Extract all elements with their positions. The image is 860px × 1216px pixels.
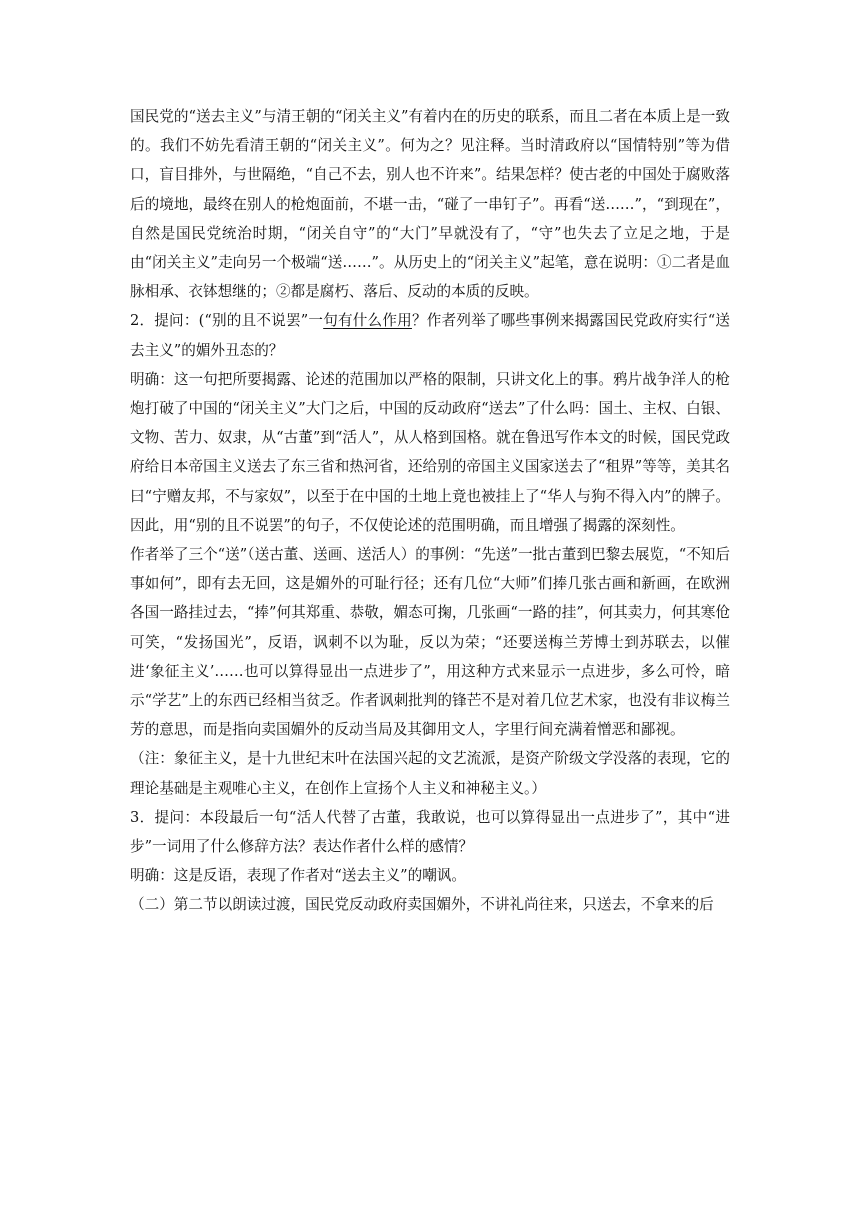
question-text: ？作者列举了哪些事例来揭露国民党政府实行“送去主义”的媚外丑态的？ xyxy=(130,312,730,359)
document-body xyxy=(130,102,730,920)
question-text: 3．提问：本段最后一句“活人代替了古董，我敢说，也可以算得显出一点进步了”，其中“进步”一词用了什么修辞方法？表达作者什么样的感情？ xyxy=(130,808,730,856)
paragraph-answer-2 xyxy=(130,365,730,540)
paragraph-text: 明确：这一句把所要揭露、论述的范围加以严格的限制，只讲文化上的事。鸦片战争洋人的枪炮打破了中国的“闭关主义”大门之后，中国的反动政府“送去”了什么吗：国土、主权、白银、文物、苦力、奴隶，从“古董”到“活人”，从人格到国格。就在鲁迅写作本文的时候，国民党政府给日本帝国主义送去了东三省和热河省，还给别的帝国主义国家送去了“租界”等等，美其名曰“宁赠友邦，不与家奴”，以至于在中国的土地上竟也被挂上了“华人与狗不得入内”的牌子。因此，用“别的且不说罢”的句子，不仅使论述的范围明确，而且增强了揭露的深刻性。 xyxy=(130,370,730,534)
paragraph-text: 明确：这是反语，表现了作者对“送去主义”的嘲讽。 xyxy=(130,867,466,885)
paragraph-section-2 xyxy=(130,890,730,919)
paragraph-question-2 xyxy=(130,306,730,364)
paragraph-text: 国民党的“送去主义”与清王朝的“闭关主义”有着内在的历史的联系，而且二者在本质上是一致的。我们不妨先看清王朝的“闭关主义”。何为之？见注释。当时清政府以“国情特别”等为借口，盲目排外，与世隔绝，“自己不去，别人也不许来”。结果怎样？使古老的中国处于腐败落后的境地，最终在别人的枪炮面前，不堪一击，“碰了一串钉子”。再看“送……”，“到现在”，自然是国民党统治时期，“闭关自守”的“大门”早就没有了，“守”也失去了立足之地，于是由“闭关主义”走向另一个极端“送……”。从历史上的“闭关主义”起笔，意在说明：①二者是血脉相承、衣钵想继的；②都是腐朽、落后、反动的本质的反映。 xyxy=(130,108,730,301)
paragraph-history-analysis xyxy=(130,102,730,306)
paragraph-text: （二）第二节以朗读过渡，国民党反动政府卖国媚外，不讲礼尚往来，只送去，不拿来的后 xyxy=(130,896,714,914)
paragraph-examples xyxy=(130,540,730,744)
question-text: 2．提问：(“别的且不说罢”一 xyxy=(130,312,324,330)
note-text: （注：象征主义，是十九世纪末叶在法国兴起的文艺流派，是资产阶级文学没落的表现，它的理论基础是主观唯心主义，在创作上宣扬个人主义和神秘主义。） xyxy=(130,750,730,797)
underlined-phrase: 句有什么作用 xyxy=(323,312,412,330)
paragraph-question-3 xyxy=(130,803,730,861)
paragraph-answer-3 xyxy=(130,861,730,890)
paragraph-text: 作者举了三个“送”（送古董、送画、送活人）的事例：“先送”一批古董到巴黎去展览，“不知后事如何”，即有去无回，这是媚外的可耻行径；还有几位“大师”们捧几张古画和新画，在欧洲各国一路挂过去，“捧”何其郑重、恭敬，媚态可掬，几张画“一路的挂”，何其卖力，何其寒伧可笑，“发扬国光”，反语，讽刺不以为耻，反以为荣；“还要送梅兰芳博士到苏联去，以催进‘象征主义’……也可以算得显出一点进步了”，用这种方式来显示一点进步，多么可怜，暗示“学艺”上的东西已经相当贫乏。作者讽刺批判的锋芒不是对着几位艺术家，也没有非议梅兰芳的意思，而是指向卖国媚外的反动当局及其御用文人，字里行间充满着憎恶和鄙视。 xyxy=(130,546,730,739)
paragraph-note xyxy=(130,744,730,802)
